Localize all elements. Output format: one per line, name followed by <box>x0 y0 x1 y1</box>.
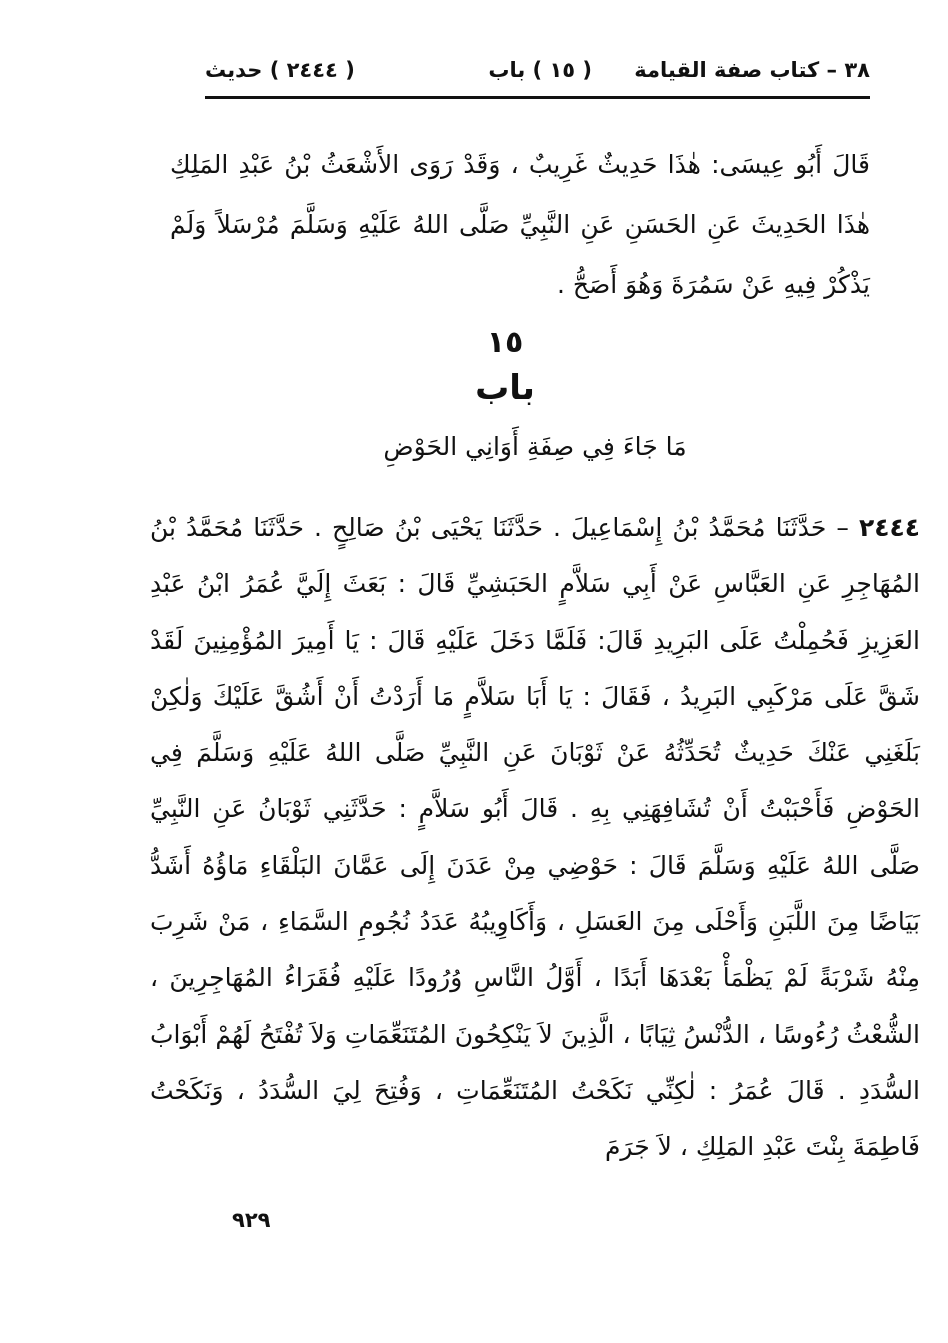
chapter-number: ١٥ <box>486 325 524 360</box>
header-chapter-ref: ( ١٥ ) باب <box>488 58 592 82</box>
hadith-paragraph <box>150 500 920 1176</box>
chapter-label: باب <box>475 368 535 408</box>
header-hadith-ref: ( ٢٤٤٤ ) حديث <box>205 58 355 82</box>
header-rule <box>205 96 870 99</box>
hadith-number: ٢٤٤٤ <box>858 513 920 542</box>
page-number: ٩٢٩ <box>232 1208 271 1232</box>
chapter-title: مَا جَاءَ فِي صِفَةِ أَوَانِي الحَوْضِ <box>383 432 687 461</box>
header-book-title: ٣٨ – كتاب صفة القيامة <box>634 58 870 82</box>
hadith-text: – حَدَّثَنَا مُحَمَّدُ بْنُ إِسْمَاعِيلَ . حَدَّثَنَا يَحْيَى بْنُ صَالِحٍ . حَدَّثَنَا مُحَمَّدُ بْنُ المُهَاجِرِ عَنِ العَبَّاسِ عَنْ أَبِي سَلاَّمٍ الحَبَشِيِّ قَالَ : بَعَثَ إِلَيَّ عُمَرُ ابْنُ عَبْدِ العَزِيزِ فَحُمِلْتُ عَلَى البَرِيدِ قَالَ: فَلَمَّا دَخَلَ عَلَيْهِ قَالَ : يَا أَمِيرَ المُؤْمِنِينَ لَقَدْ شَقَّ عَلَى مَرْكَبِي البَرِيدُ ، فَقَالَ : يَا أَبَا سَلاَّمٍ مَا أَرَدْتُ أَنْ أَشُقَّ عَلَيْكَ وَلٰكِنْ بَلَغَنِي عَنْكَ حَدِيثٌ تُحَدِّثُهُ عَنْ ثَوْبَانَ عَنِ النَّبِيِّ صَلَّى اللهُ عَلَيْهِ وَسَلَّمَ فِي الحَوْضِ فَأَحْبَبْتُ أَنْ تُشَافِهَنِي بِهِ . قَالَ أَبُو سَلاَّمٍ : حَدَّثَنِي ثَوْبَانُ عَنِ النَّبِيِّ صَلَّى اللهُ عَلَيْهِ وَسَلَّمَ قَالَ : حَوْضِي مِنْ عَدَنَ إِلَى عَمَّانَ البَلْقَاءِ مَاؤُهُ أَشَدُّ بَيَاضًا مِنَ اللَّبَنِ وَأَحْلَى مِنَ العَسَلِ ، وَأَكَاوِيبُهُ عَدَدُ نُجُومِ السَّمَاءِ ، مَنْ شَرِبَ مِنْهُ شَرْبَةً لَمْ يَظْمَأْ بَعْدَهَا أَبَدًا ، أَوَّلُ النَّاسِ وُرُودًا عَلَيْهِ فُقَرَاءُ المُهَاجِرِينَ ، الشُّعْثُ رُءُوسًا ، الدُّنْسُ ثِيَابًا ، الَّذِينَ لاَ يَنْكِحُونَ المُتَنَعِّمَاتِ وَلاَ تُفْتَحُ لَهُمْ أَبْوَابُ السُّدَدِ . قَالَ عُمَرُ : لٰكِنِّي نَكَحْتُ المُتَنَعِّمَاتِ ، وَفُتِحَ لِيَ السُّدَدُ ، وَنَكَحْتُ فَاطِمَةَ بِنْتَ عَبْدِ المَلِكِ ، لاَ جَرَمَ <box>150 513 920 1162</box>
running-header <box>205 52 870 92</box>
intro-paragraph: قَالَ أَبُو عِيسَى: هٰذَا حَدِيثٌ غَرِيبٌ ، وَقَدْ رَوَى الأَشْعَثُ بْنُ عَبْدِ المَلِكِ هٰذَا الحَدِيثَ عَنِ الحَسَنِ عَنِ النَّبِيِّ صَلَّى اللهُ عَلَيْهِ وَسَلَّمَ مُرْسَلاً وَلَمْ يَذْكُرْ فِيهِ عَنْ سَمُرَةَ وَهُوَ أَصَحُّ . <box>170 150 870 299</box>
